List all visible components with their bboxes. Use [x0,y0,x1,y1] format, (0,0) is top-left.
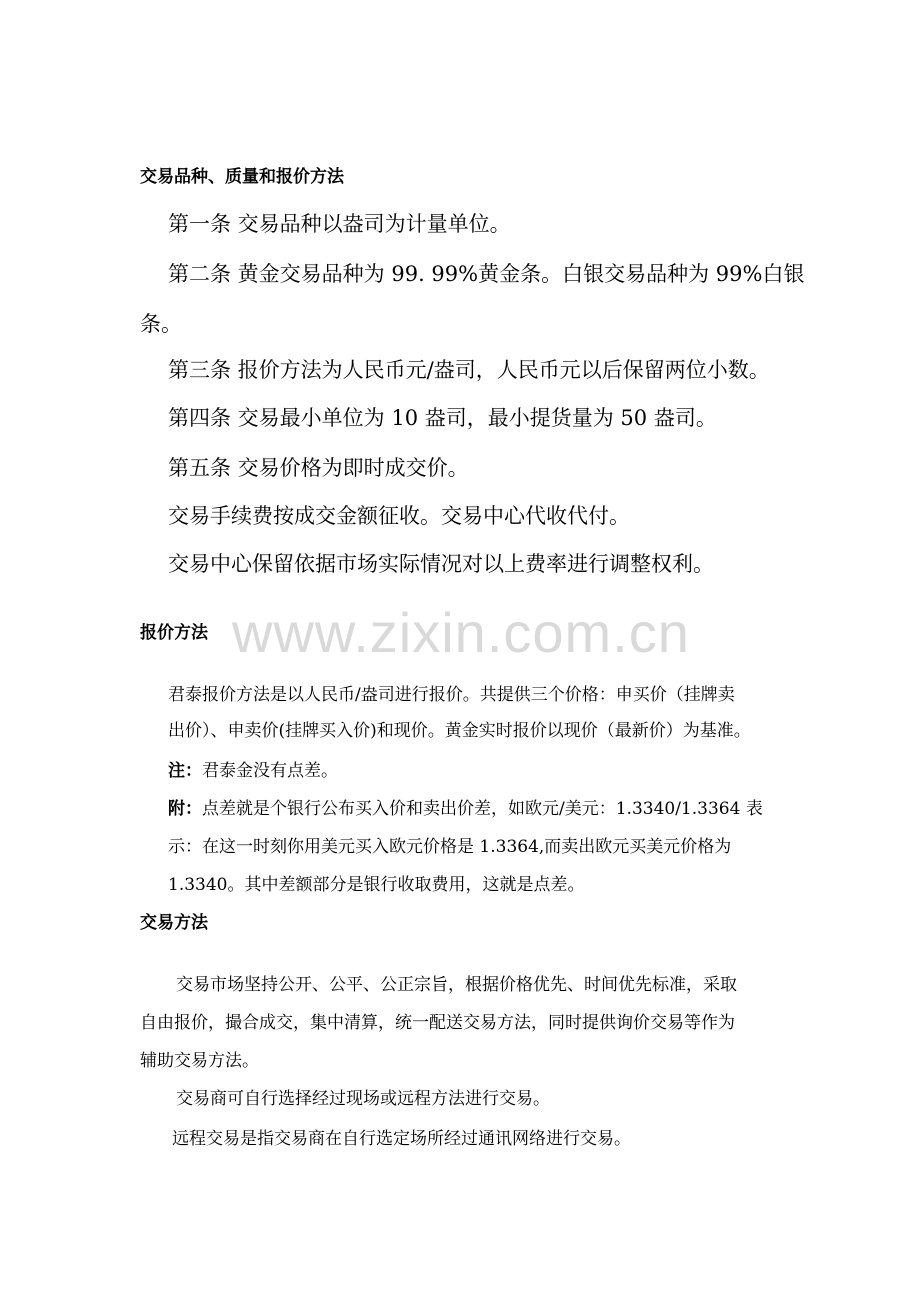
rights-paragraph: 交易中心保留依据市场实际情况对以上费率进行调整权利。 [168,552,714,576]
appendix-line-3: 1.3340。其中差额部分是银行收取费用，这就是点差。 [168,875,585,895]
method-line-1: 交易市场坚持公开、公平、公正宗旨，根据价格优先、时间优先标准，采取 [176,975,737,995]
method-line-3: 辅助交易方法。 [140,1051,259,1071]
article-4: 第四条 交易最小单位为 10 盎司，最小提货量为 50 盎司。 [168,406,717,430]
method-line-5: 远程交易是指交易商在自行选定场所经过通讯网络进行交易。 [172,1129,631,1149]
article-1: 第一条 交易品种以盎司为计量单位。 [168,212,511,236]
section-heading-trading-varieties: 交易品种、质量和报价方法 [140,167,344,187]
appendix-line-1 [168,794,763,819]
article-3: 第三条 报价方法为人民币元/盎司，人民币元以后保留两位小数。 [168,358,770,382]
fee-paragraph: 交易手续费按成交金额征收。交易中心代收代付。 [168,504,630,528]
article-2: 第二条 黄金交易品种为 99. 99%黄金条。白银交易品种为 99%白银 [168,262,805,286]
appendix-line-2: 示：在这一时刻你用美元买入欧元价格是 1.3364,而卖出欧元买美元价格为 [168,837,732,857]
note-line [168,756,338,781]
watermark: www.zixin.com.cn [232,601,690,664]
article-5: 第五条 交易价格为即时成交价。 [168,456,469,480]
note-text: 君泰金没有点差。 [202,761,338,781]
section-heading-quote-method: 报价方法 [140,623,208,643]
appendix-label: 附： [168,799,202,819]
appendix-text-1: 点差就是个银行公布买入价和卖出价差，如欧元/美元：1.3340/1.3364 表 [202,799,763,819]
section-heading-trading-method: 交易方法 [140,913,208,933]
article-2-continued: 条。 [140,312,182,336]
method-line-4: 交易商可自行选择经过现场或远程方法进行交易。 [176,1089,550,1109]
method-line-2: 自由报价，撮合成交，集中清算，统一配送交易方法，同时提供询价交易等作为 [140,1013,735,1033]
note-label: 注： [168,761,202,781]
quote-line-2: 出价）、申卖价(挂牌买入价)和现价。黄金实时报价以现价（最新价）为基准。 [168,721,751,741]
quote-line-1: 君泰报价方法是以人民币/盎司进行报价。共提供三个价格：申买价（挂牌卖 [168,685,735,705]
